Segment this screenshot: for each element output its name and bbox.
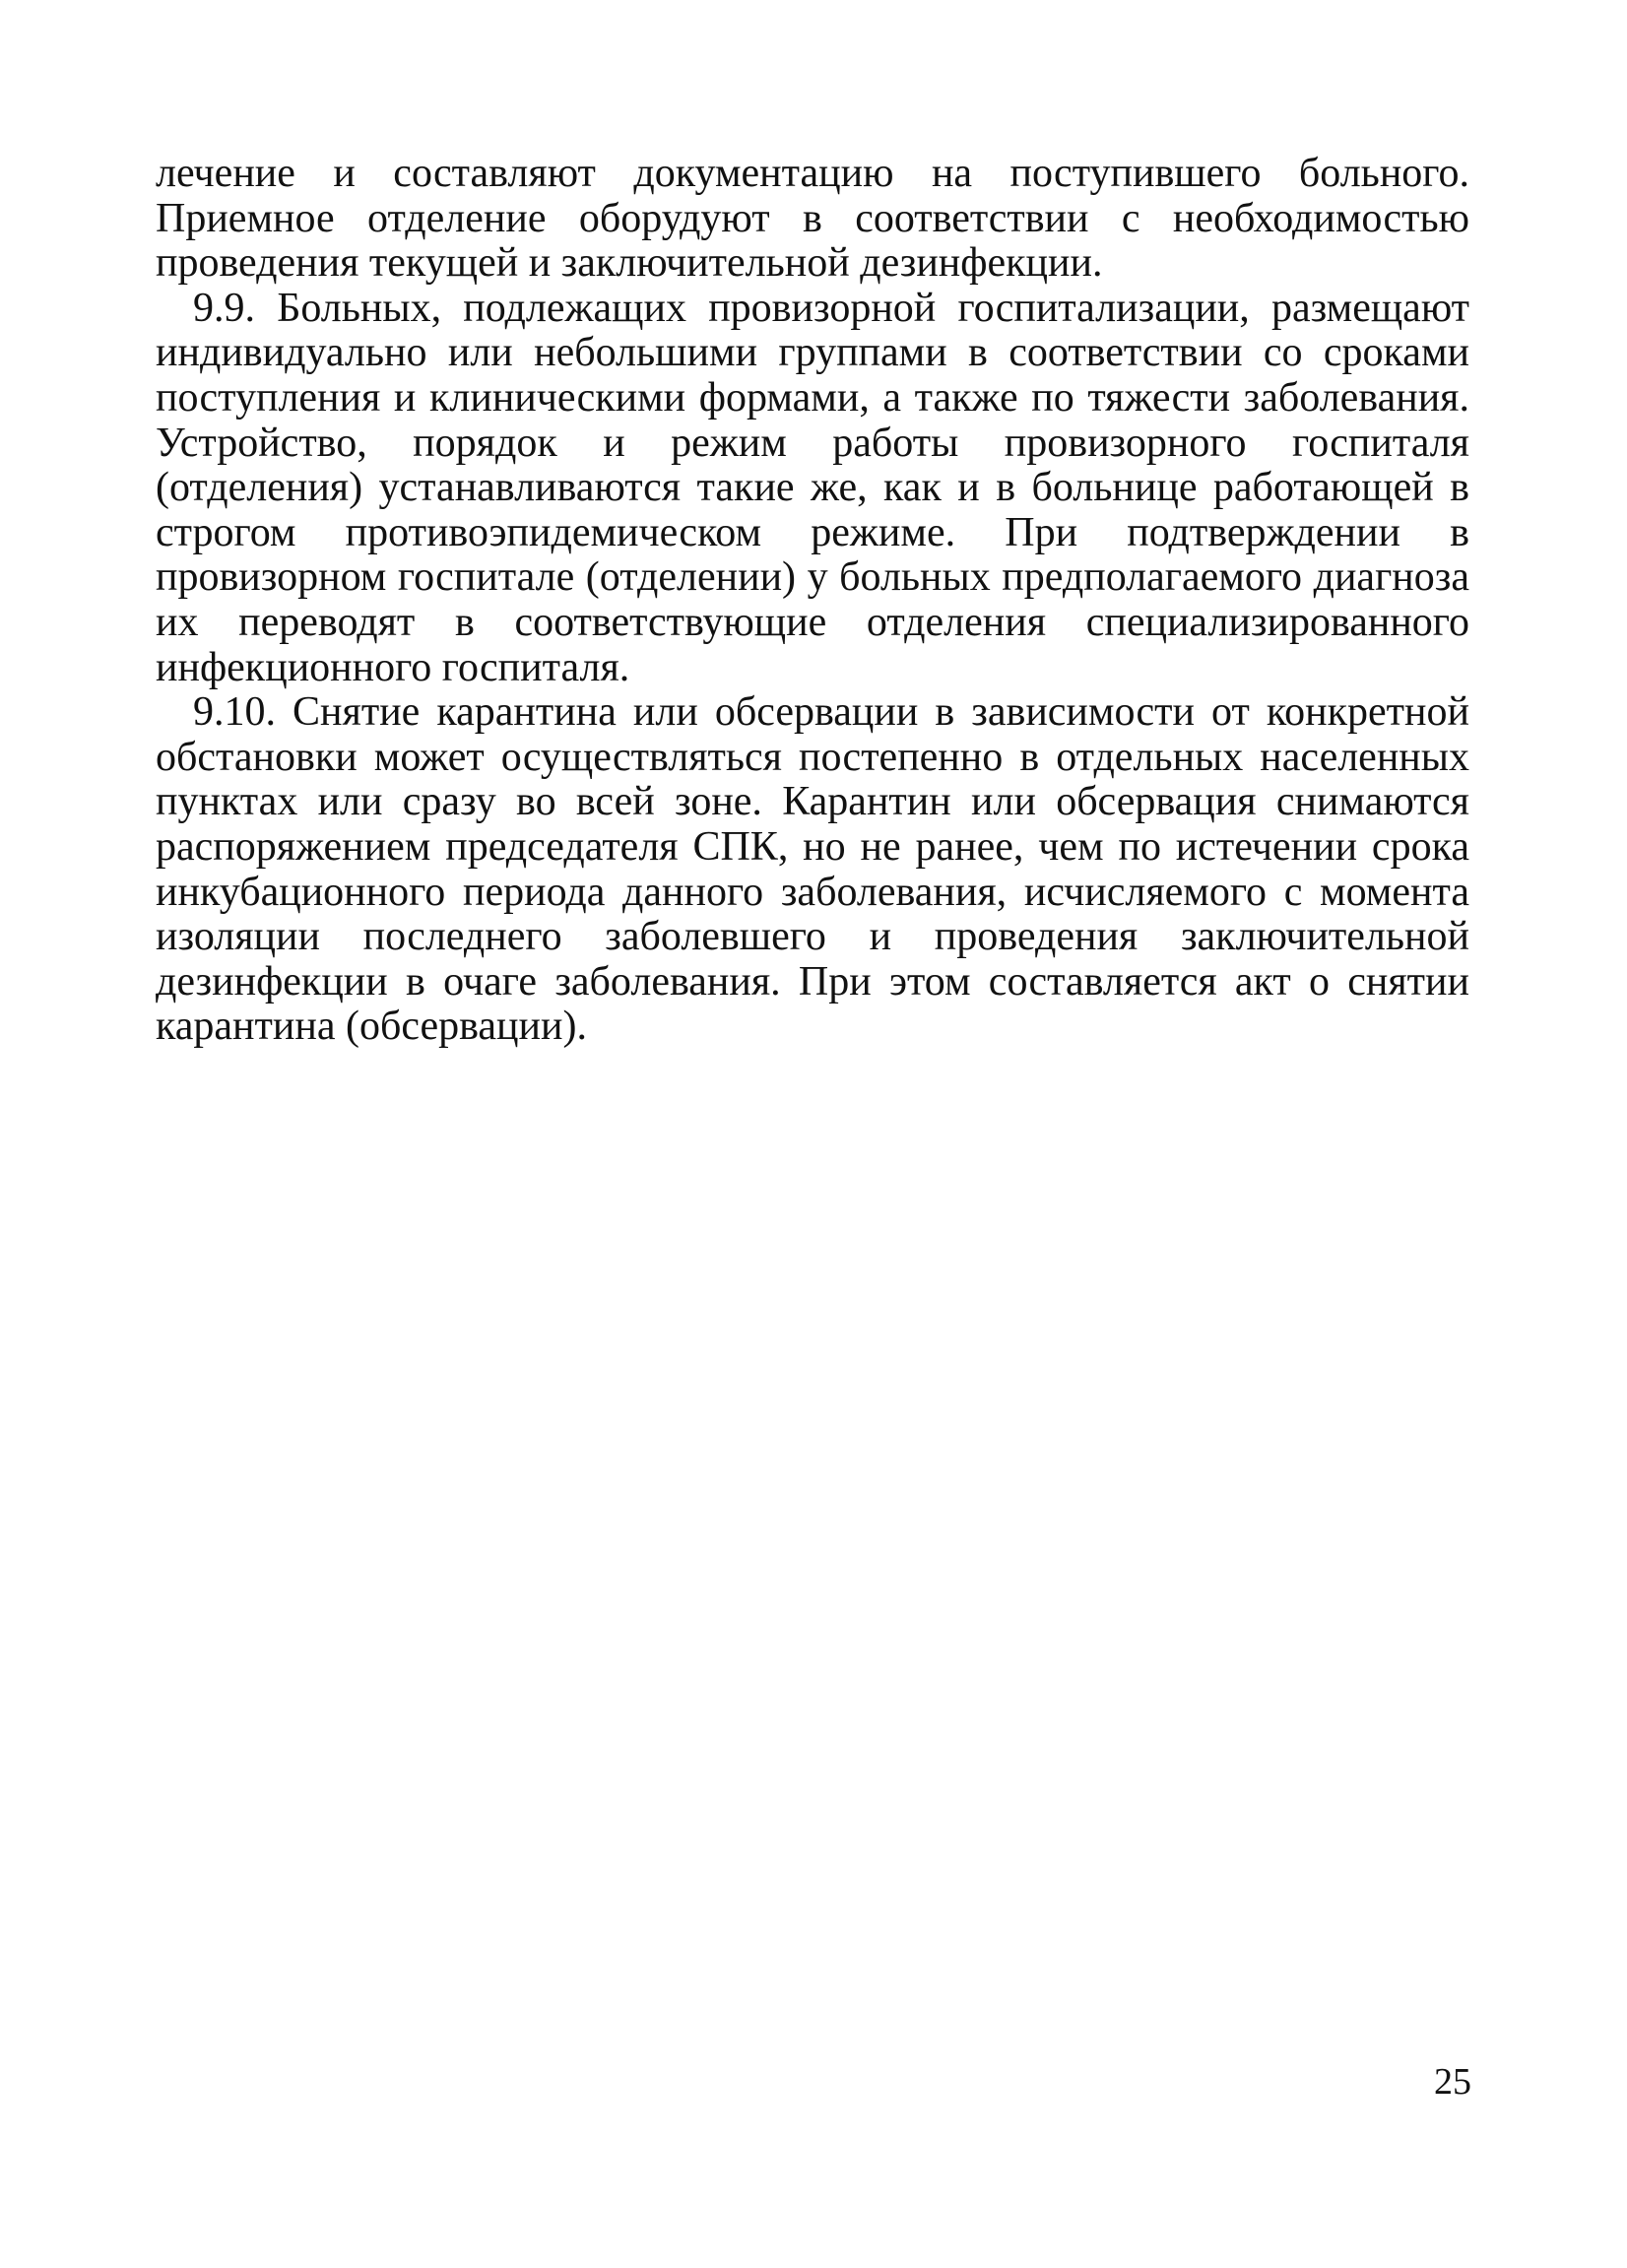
paragraph-9-10: 9.10. Снятие карантина или обсервации в зависимости от конкретной обстановки может осуществляться постепенно в отдельных населенных пунктах или сразу во всей зоне. Карантин или обсервация снимаются распоряжением председателя СПК, но не ранее, чем по истечении срока инкубационного периода данного заболевания, исчисляемого с момента изоляции последнего заболевшего и проведения заключительной дезинфекции в очаге заболевания. При этом составляется акт о снятии карантина (обсервации). xyxy=(156,689,1469,1050)
page-number: 25 xyxy=(1434,2061,1471,2103)
body-text xyxy=(156,152,1469,1050)
paragraph-continuation: лечение и составляют документацию на поступившего больного. Приемное отделение оборудуют в соответствии с необходимостью проведения текущей и заключительной дезинфекции. xyxy=(156,151,1469,287)
paragraph-9-9: 9.9. Больных, подлежащих провизорной госпитализации, размещают индивидуально или небольшими группами в соответствии со сроками поступления и клиническими формами, а также по тяжести заболевания. Устройство, порядок и режим работы провизорного госпиталя (отделения) устанавливаются такие же, как и в больнице работающей в строгом противоэпидемическом режиме. При подтверждении в провизорном госпитале (отделении) у больных предполагаемого диагноза их переводят в соответствующие отделения специализированного инфекционного госпиталя. xyxy=(156,285,1469,690)
